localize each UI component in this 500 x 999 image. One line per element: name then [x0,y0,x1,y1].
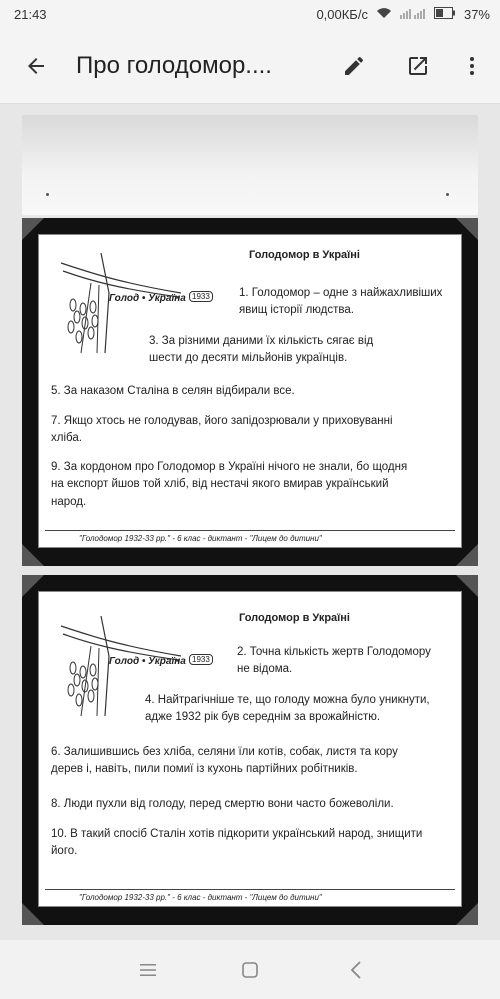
text-line: 6. Залишившись без хліба, селяни їли котів, собак, листя та кору [51,746,398,758]
wifi-icon [376,7,392,22]
more-vert-icon[interactable] [456,50,488,82]
worksheet-card-1 [22,218,478,566]
text-line: 4. Найтрагічніше те, що голоду можна було уникнути, [145,694,430,706]
worksheet-heading: Голодомор в Україні [239,612,350,624]
text-line: явищ історії людства. [239,304,354,317]
text-line: 7. Якщо хтось не голодував, його запідозрювали у приховуванні [51,415,393,427]
paragraph-9 [51,459,407,511]
battery-level: 37% [463,7,490,22]
system-nav-bar [0,940,500,999]
paragraph-3 [149,333,373,368]
text-line: не відома. [237,663,293,676]
logo-text: Голод • Україна [109,293,186,304]
back-chevron-icon[interactable] [344,958,368,982]
pencil-icon[interactable] [338,50,370,82]
network-speed: 0,00КБ/с [316,7,368,22]
text-line: його. [51,845,78,858]
content-area[interactable] [0,105,500,940]
text-line: 2. Точна кількість жертв Голодомору [237,646,431,658]
paragraph-4 [145,692,430,727]
paragraph-2 [237,644,431,679]
home-square-icon[interactable] [238,958,262,982]
text-line: 9. За кордоном про Голодомор в Україні нічого не знали, бо щодня [51,461,408,473]
worksheet-footer: "Голодомор 1932-33 рр." - 6 клас - диктант - "Лицем до дитини" [39,534,461,543]
paragraph-5: 5. За наказом Сталіна в селян відбирали все. [51,385,295,397]
battery-icon [434,7,456,22]
back-arrow-icon[interactable] [20,50,52,82]
image-strip [22,115,478,215]
text-line: адже 1932 рік був середнім за врожайністю. [145,711,381,724]
worksheet-heading: Голодомор в Україні [249,249,360,261]
status-bar [0,0,500,30]
page-title: Про голодомор.... [76,52,272,79]
text-line: 1. Голодомор – одне з найжахливіших [239,287,443,299]
text-line: шести до десяти мільйонів українців. [149,352,348,365]
dot-marker [446,193,449,196]
text-line: народ. [51,495,87,508]
logo-text: Голод • Україна [109,656,186,667]
worksheet-footer: "Голодомор 1932-33 рр." - 6 клас - диктант - "Лицем до дитини" [39,893,461,902]
logo-year: 1933 [189,654,213,665]
status-time: 21:43 [14,7,47,22]
open-in-new-icon[interactable] [402,50,434,82]
text-line: 10. В такий спосіб Сталін хотів підкорити український народ, знищити [51,828,423,840]
worksheet-paper [38,234,462,548]
worksheet-paper [38,591,462,907]
paragraph-6 [51,744,398,779]
paragraph-10 [51,826,422,861]
text-line: хліба. [51,432,82,445]
paragraph-8: 8. Люди пухли від голоду, перед смертю вони часто божеволіли. [51,798,394,810]
text-line: 3. За різними даними їх кількість сягає від [149,335,374,347]
app-bar [0,30,500,104]
signal-icon [400,7,426,22]
paragraph-7 [51,413,393,448]
logo-year: 1933 [189,291,213,302]
text-line: на експорт йшов той хліб, від нестачі якого вмирав український [51,478,389,491]
paragraph-1 [239,285,442,320]
text-line: дерев і, навіть, пили помиї із кухонь партійних робітників. [51,763,358,776]
menu-icon[interactable] [136,958,160,982]
dot-marker [46,193,49,196]
worksheet-card-2 [22,575,478,925]
